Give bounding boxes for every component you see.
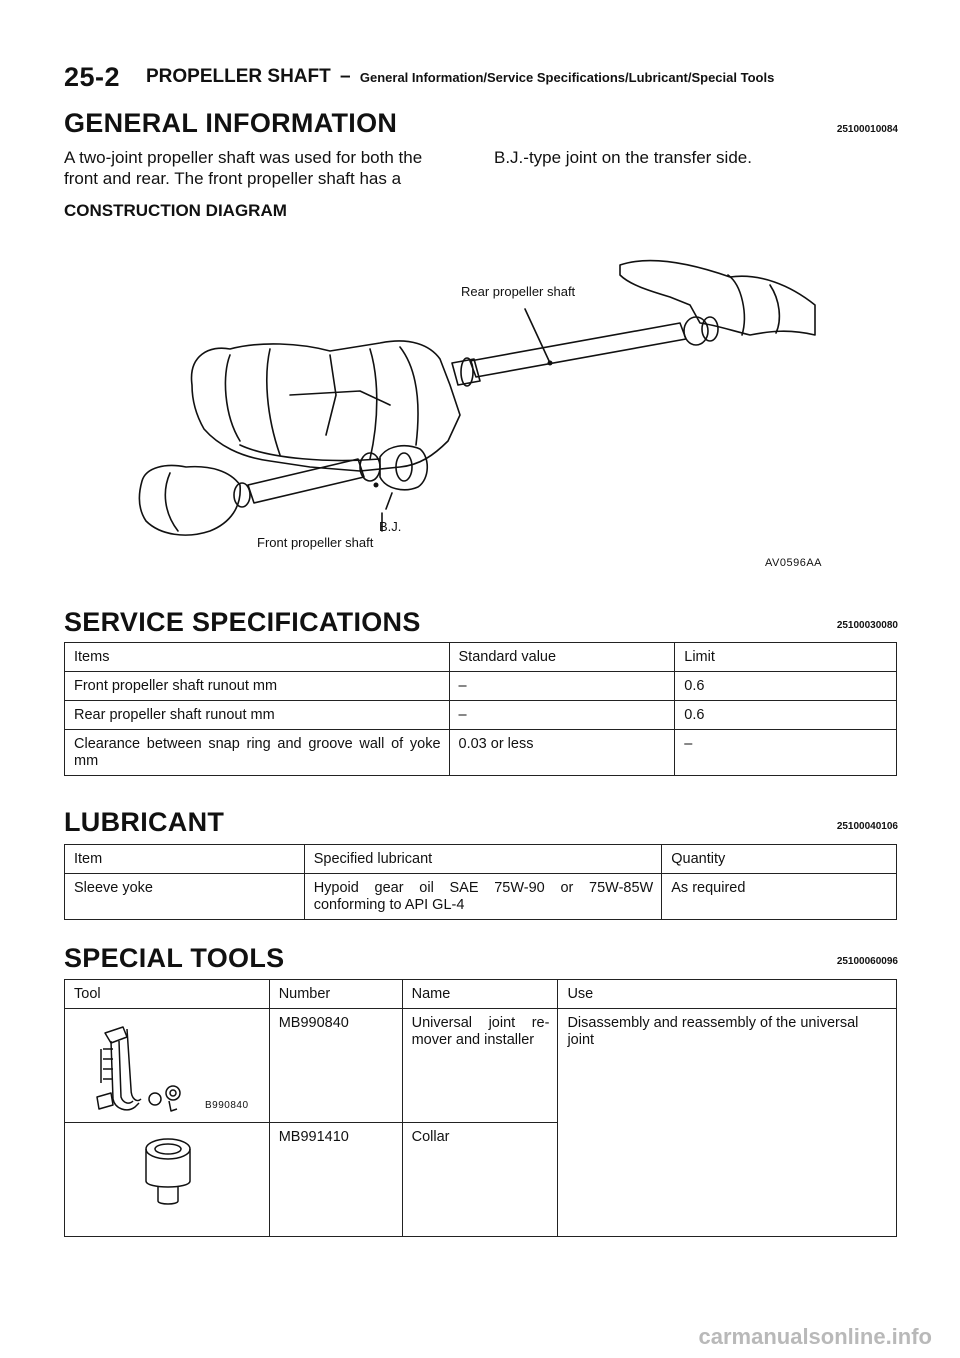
table-row [65,1009,897,1123]
table-cell: MB991410 [269,1123,402,1237]
header-title: PROPELLER SHAFT [146,66,331,87]
transfer-case [139,466,240,536]
header-dash: – [340,66,351,87]
tool-image-cell [65,1009,270,1123]
special-tools-table [64,979,897,1237]
service-specifications-title: SERVICE SPECIFICATIONS [64,607,421,637]
table-cell: MB990840 [269,1009,402,1123]
lubricant-code: 25100040106 [836,821,898,832]
tool-figure-code: B990840 [205,1100,249,1111]
service-specifications-code: 25100030080 [836,620,898,631]
table-row [65,874,897,920]
header-subtitle: General Information/Service Specifications/Lubricant/Special Tools [359,70,775,85]
column-header: Limit [675,643,897,672]
table-cell: 0.6 [675,701,897,730]
label-bj: B.J. [379,519,402,534]
construction-diagram-title: CONSTRUCTION DIAGRAM [64,201,287,220]
column-header: Standard value [449,643,675,672]
table-cell: Collar [402,1123,558,1237]
tool-image-cell [65,1123,270,1237]
paragraph-line: B.J.-type joint on the transfer side. [494,148,752,167]
table-cell: Sleeve yoke [65,874,305,920]
lubricant-title: LUBRICANT [64,807,225,837]
service-specifications-table [64,642,897,776]
table-cell: Rear propeller shaft runout mm [65,701,450,730]
table-cell: – [449,701,675,730]
watermark: carmanualsonline.info [698,1324,932,1349]
table-cell: – [675,730,897,776]
column-header: Number [269,980,402,1009]
column-header: Tool [65,980,270,1009]
general-information-code: 25100010084 [836,124,898,135]
special-tools-code: 25100060096 [836,956,898,967]
rear-propeller-shaft-tube [470,323,686,377]
column-header: Name [402,980,558,1009]
table-cell: – [449,672,675,701]
table-row [65,701,897,730]
table-header-row [65,845,897,874]
table-cell: Disassembly and reassembly of the universal joint [558,1009,897,1237]
table-header-row [65,643,897,672]
table-cell: As required [662,874,897,920]
page-header [146,66,774,88]
table-cell: Universal joint re- mover and installer [402,1009,558,1123]
column-header: Quantity [662,845,897,874]
column-header: Items [65,643,450,672]
universal-joint-remover-icon [83,1019,193,1119]
column-header: Use [558,980,897,1009]
transmission-body [192,341,460,471]
table-cell: 0.03 or less [449,730,675,776]
table-header-row [65,980,897,1009]
special-tools-title: SPECIAL TOOLS [64,943,285,973]
page-number: 25-2 [64,62,121,92]
table-row [65,672,897,701]
table-cell: Clearance between snap ring and groove wall of yoke mm [65,730,450,776]
label-rear-propeller-shaft: Rear propeller shaft [461,284,576,299]
column-header: Item [65,845,305,874]
general-information-col2 [494,147,894,168]
paragraph-line: front and rear. The front propeller shaft has a [64,169,402,188]
figure-code: AV0596AA [765,557,823,569]
general-information-title: GENERAL INFORMATION [64,108,398,138]
lubricant-table [64,844,897,920]
collar-icon [139,1135,197,1211]
general-information-col1 [64,147,474,189]
paragraph-line: A two-joint propeller shaft was used for both the [64,148,423,167]
table-row [65,730,897,776]
label-front-propeller-shaft: Front propeller shaft [257,535,374,550]
table-cell: 0.6 [675,672,897,701]
table-cell: Front propeller shaft runout mm [65,672,450,701]
table-cell: Hypoid gear oil SAE 75W-90 or 75W-85W conforming to API GL-4 [304,874,662,920]
column-header: Specified lubricant [304,845,662,874]
